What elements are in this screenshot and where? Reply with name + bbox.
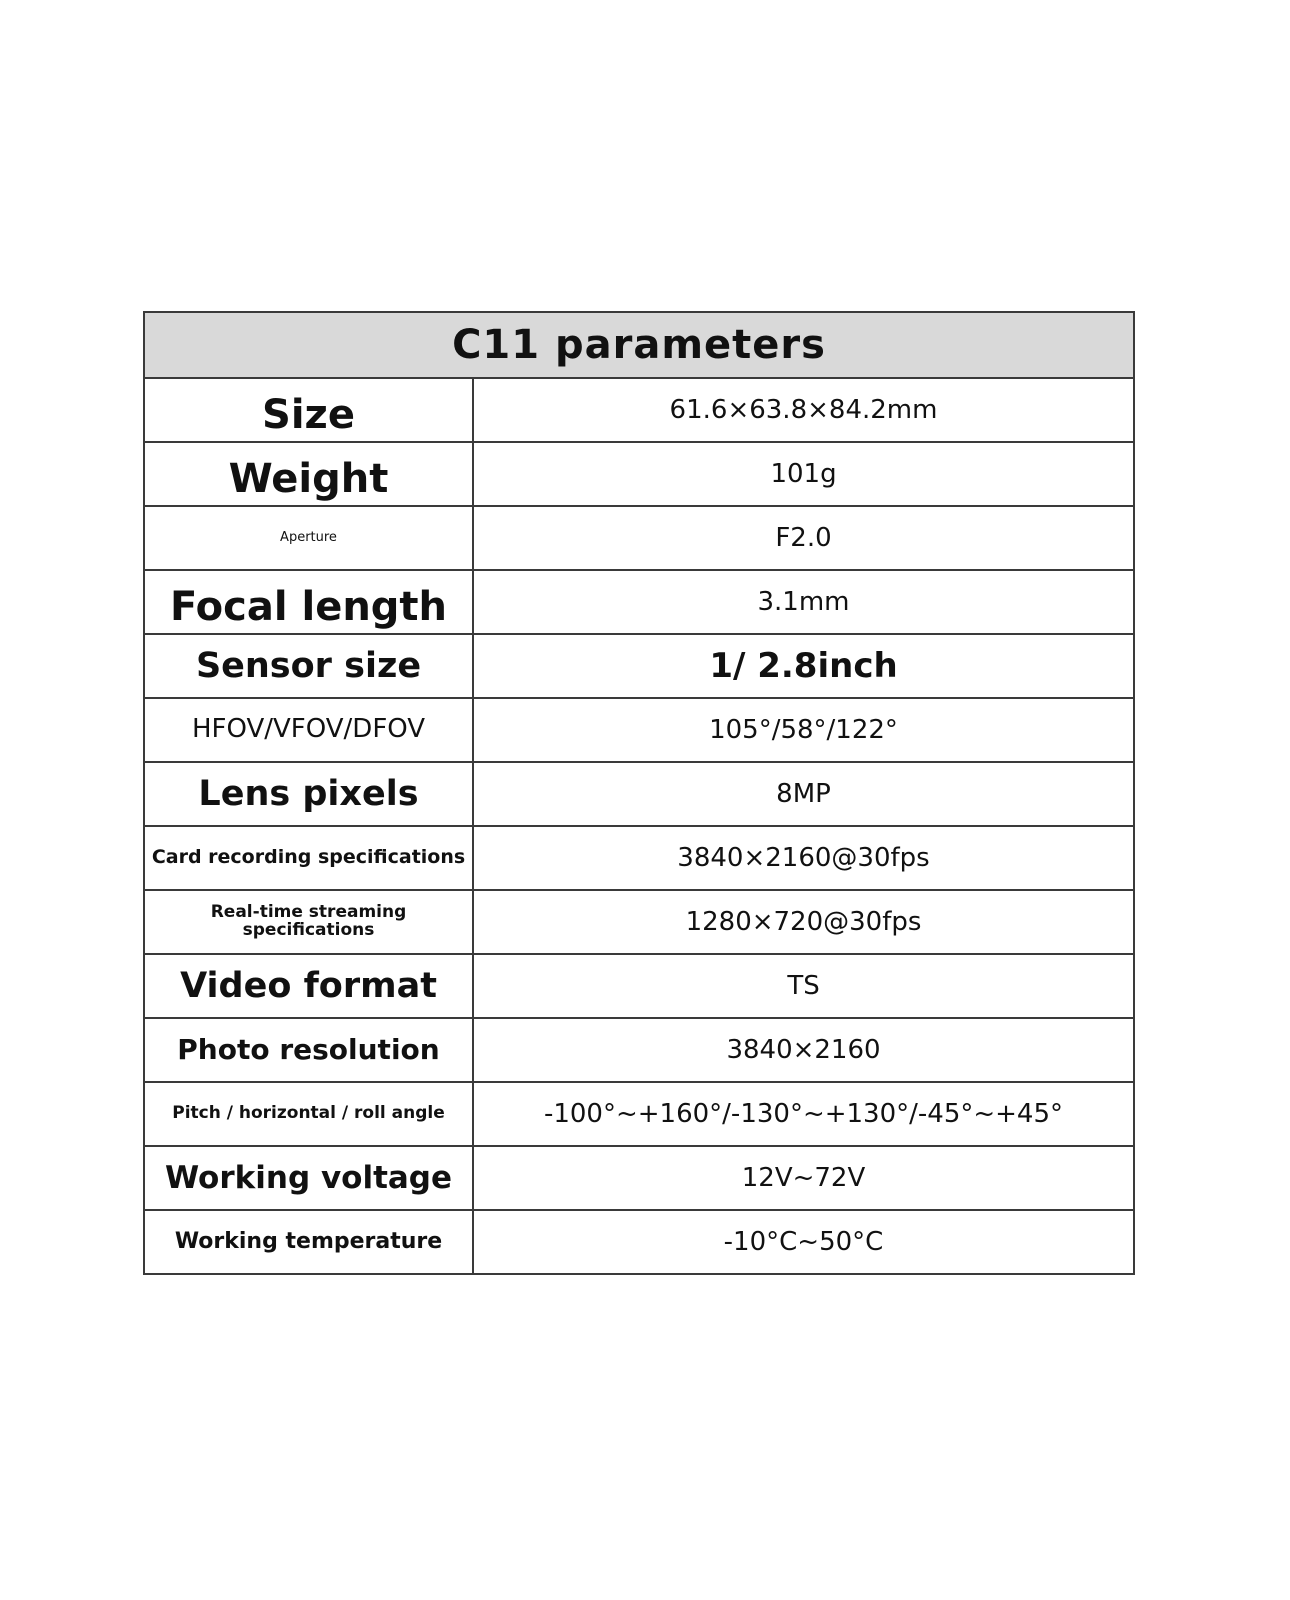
row-value: 12V~72V bbox=[473, 1146, 1134, 1210]
parameters-table bbox=[143, 311, 1135, 1275]
row-value: 101g bbox=[473, 442, 1134, 506]
row-label: Working voltage bbox=[144, 1146, 473, 1210]
row-value: -100°~+160°/-130°~+130°/-45°~+45° bbox=[473, 1082, 1134, 1146]
table-row-video-format bbox=[144, 954, 1134, 1018]
table-title: C11 parameters bbox=[144, 312, 1134, 378]
table-row-working-voltage bbox=[144, 1146, 1134, 1210]
table-row-weight bbox=[144, 442, 1134, 506]
row-label: Video format bbox=[144, 954, 473, 1018]
table-row-realtime-streaming bbox=[144, 890, 1134, 954]
row-label: Card recording specifications bbox=[144, 826, 473, 890]
table-row-size bbox=[144, 378, 1134, 442]
row-value: 1/ 2.8inch bbox=[473, 634, 1134, 698]
row-label: Focal length bbox=[144, 570, 473, 634]
row-value: 3.1mm bbox=[473, 570, 1134, 634]
row-value: 105°/58°/122° bbox=[473, 698, 1134, 762]
table-row-lens-pixels bbox=[144, 762, 1134, 826]
row-value: 8MP bbox=[473, 762, 1134, 826]
table-row-card-recording bbox=[144, 826, 1134, 890]
table-row-working-temperature bbox=[144, 1210, 1134, 1274]
table-row-photo-resolution bbox=[144, 1018, 1134, 1082]
row-label: Size bbox=[144, 378, 473, 442]
row-label: Photo resolution bbox=[144, 1018, 473, 1082]
row-value: 3840×2160@30fps bbox=[473, 826, 1134, 890]
table-row-gimbal-angle bbox=[144, 1082, 1134, 1146]
row-label: HFOV/VFOV/DFOV bbox=[144, 698, 473, 762]
row-label: Weight bbox=[144, 442, 473, 506]
row-label: Sensor size bbox=[144, 634, 473, 698]
row-label: Aperture bbox=[144, 506, 473, 570]
table-header-row bbox=[144, 312, 1134, 378]
table-row-aperture bbox=[144, 506, 1134, 570]
table-row-focal-length bbox=[144, 570, 1134, 634]
row-label: Pitch / horizontal / roll angle bbox=[144, 1082, 473, 1146]
row-value: 1280×720@30fps bbox=[473, 890, 1134, 954]
row-value: -10°C~50°C bbox=[473, 1210, 1134, 1274]
table-row-fov bbox=[144, 698, 1134, 762]
row-label: Real-time streaming specifications bbox=[144, 890, 473, 954]
row-value: TS bbox=[473, 954, 1134, 1018]
row-label: Lens pixels bbox=[144, 762, 473, 826]
table-row-sensor-size bbox=[144, 634, 1134, 698]
row-label: Working temperature bbox=[144, 1210, 473, 1274]
row-value: 3840×2160 bbox=[473, 1018, 1134, 1082]
row-value: F2.0 bbox=[473, 506, 1134, 570]
row-value: 61.6×63.8×84.2mm bbox=[473, 378, 1134, 442]
